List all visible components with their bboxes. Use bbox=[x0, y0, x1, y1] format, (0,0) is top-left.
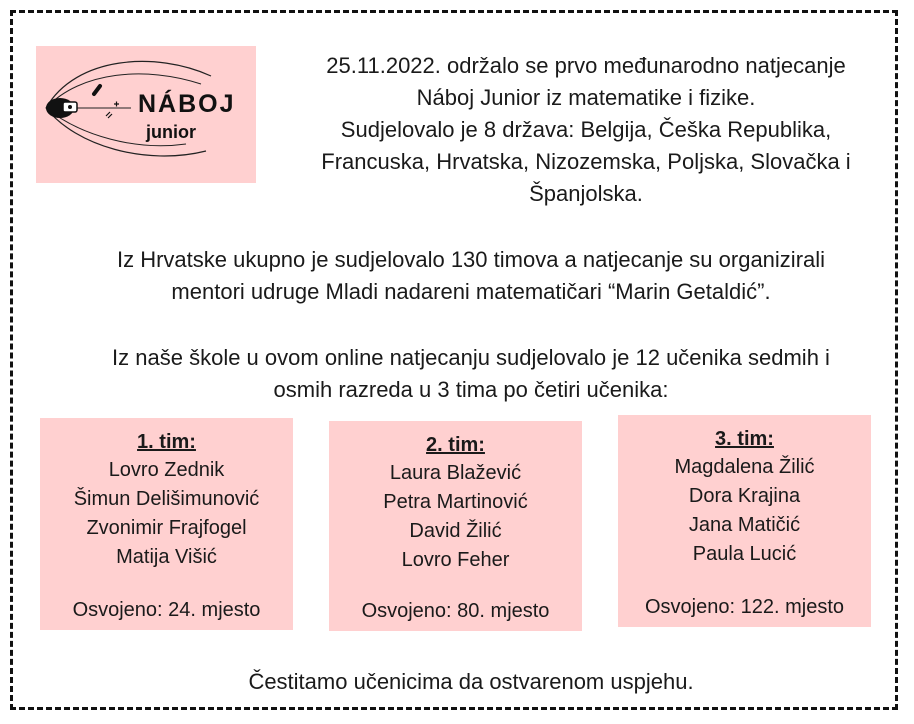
team-1-box bbox=[40, 418, 293, 630]
team-title: 3. tim: bbox=[715, 428, 774, 450]
team-member: Lovro Feher bbox=[401, 549, 510, 571]
logo-title: NÁBOJ bbox=[138, 90, 236, 118]
team-member: Dora Krajina bbox=[688, 485, 801, 507]
team-member: Jana Matičić bbox=[688, 514, 801, 536]
team-member: Šimun Delišimunović bbox=[73, 488, 260, 510]
team-member: Matija Višić bbox=[116, 546, 217, 568]
intro-paragraph bbox=[286, 50, 886, 210]
team-title: 2. tim: bbox=[426, 434, 485, 456]
team-member: David Žilić bbox=[409, 520, 502, 542]
closing-text: Čestitamo učenicima da ostvarenom uspjehu. bbox=[248, 669, 694, 694]
school-line: Iz naše škole u ovom online natjecanju sudjelovalo je 12 učenika sedmih i bbox=[112, 345, 830, 370]
naboj-junior-logo bbox=[36, 46, 256, 183]
intro-line: Náboj Junior iz matematike i fizike. bbox=[416, 85, 756, 110]
croatia-line: mentori udruge Mladi nadareni matematičari “Marin Getaldić”. bbox=[171, 279, 771, 304]
intro-line: Francuska, Hrvatska, Nizozemska, Poljska, Slovačka i bbox=[321, 149, 851, 174]
team-2-box bbox=[329, 421, 582, 631]
team-member: Zvonimir Frajfogel bbox=[86, 517, 247, 539]
team-3-box bbox=[618, 415, 871, 627]
team-member: Magdalena Žilić bbox=[674, 456, 815, 478]
team-member: Paula Lucić bbox=[692, 543, 797, 565]
logo-subtitle: junior bbox=[146, 122, 196, 142]
team-result: Osvojeno: 24. mjesto bbox=[72, 599, 261, 621]
team-title: 1. tim: bbox=[137, 431, 196, 453]
team-member: Lovro Zednik bbox=[108, 459, 225, 481]
school-line: osmih razreda u 3 tima po četiri učenika: bbox=[273, 377, 669, 402]
croatia-line: Iz Hrvatske ukupno je sudjelovalo 130 timova a natjecanje su organizirali bbox=[116, 247, 826, 272]
team-result: Osvojeno: 122. mjesto bbox=[645, 596, 844, 618]
school-paragraph bbox=[40, 342, 902, 406]
intro-line: Sudjelovalo je 8 država: Belgija, Češka Republika, bbox=[340, 117, 832, 142]
team-member: Petra Martinović bbox=[383, 491, 528, 513]
intro-line: Španjolska. bbox=[529, 181, 643, 206]
team-member: Laura Blažević bbox=[389, 462, 522, 484]
intro-line: 25.11.2022. održalo se prvo međunarodno natjecanje bbox=[326, 53, 846, 78]
croatia-paragraph bbox=[40, 244, 902, 308]
team-result: Osvojeno: 80. mjesto bbox=[361, 600, 550, 622]
